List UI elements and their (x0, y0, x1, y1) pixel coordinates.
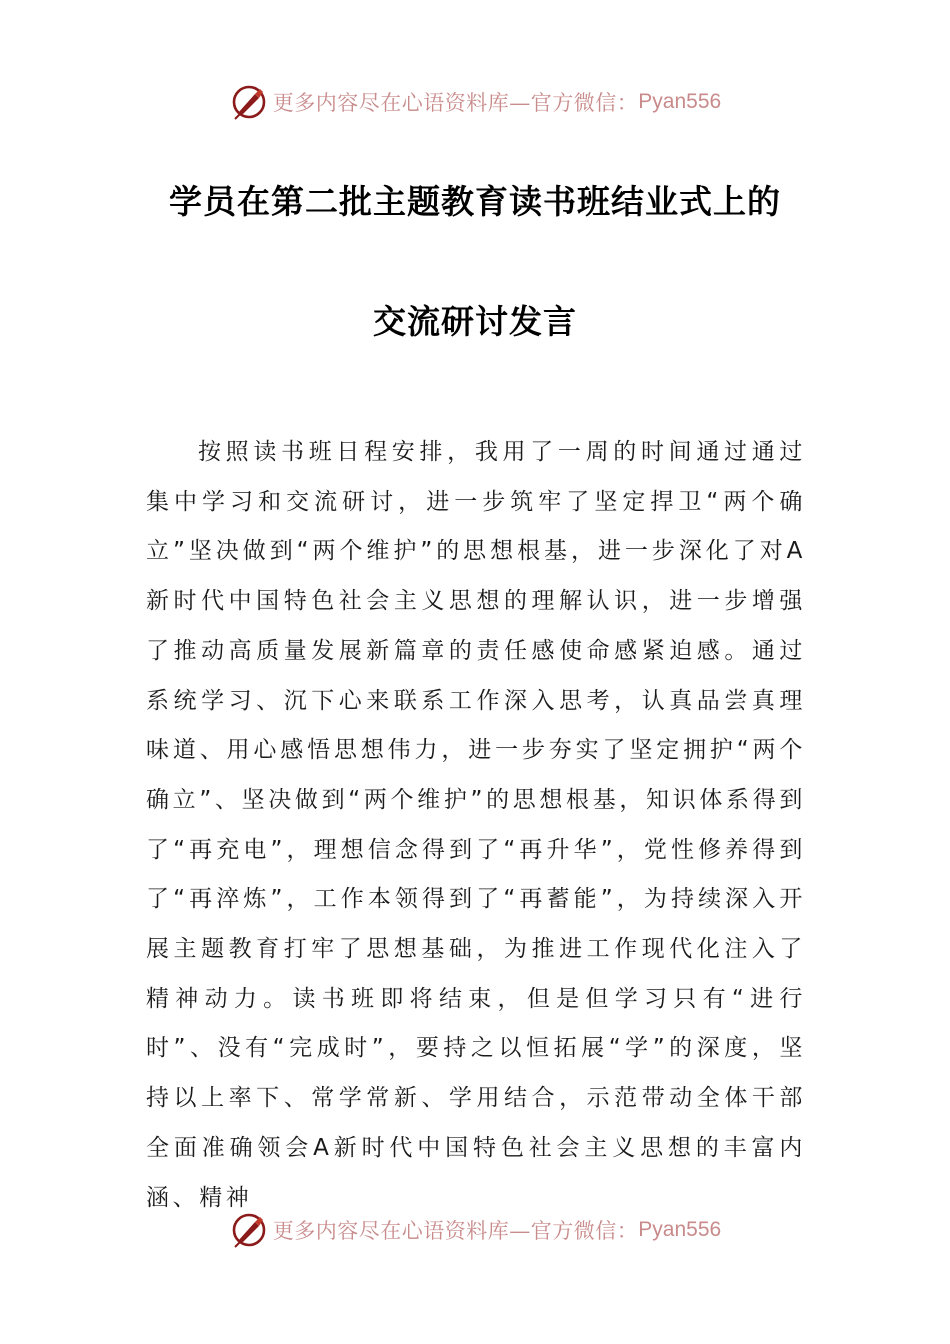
document-title-line-1: 学员在第二批主题教育读书班结业式上的 (169, 182, 781, 221)
footer-watermark (0, 1208, 950, 1252)
watermark-handle: Pyan556 (638, 90, 722, 113)
document-title-line-2: 交流研讨发言 (373, 302, 577, 341)
header-watermark (0, 80, 950, 124)
watermark-text: 更多内容尽在心语资料库—官方微信： (272, 91, 639, 115)
body-paragraph: 按照读书班日程安排，我用了一周的时间通过通过集中学习和交流研讨，进一步筑牢了坚定捍卫“两个确立”坚决做到“两个维护”的思想根基，进一步深化了对A新时代中国特色社会主义思想的理解认识，进一步增强了推动高质量发展新篇章的责任感使命感紧迫感。通过系统学习、沉下心来联系工作深入思考，认真品尝真理味道、用心感悟思想伟力，进一步夯实了坚定拥护“两个确立”、坚决做到“两个维护”的思想根基，知识体系得到了“再充电”，理想信念得到了“再升华”，党性修养得到了“再淬炼”，工作本领得到了“再蓄能”，为持续深入开展主题教育打牢了思想基础，为推进工作现代化注入了精神动力。读书班即将结束，但是但学习只有“进行时”、没有“完成时”，要持之以恒拓展“学”的深度，坚持以上率下、常学常新、学用结合，示范带动全体干部全面准确领会A新时代中国特色社会主义思想的丰富内涵、精神 (146, 439, 806, 1211)
pen-nib-logo-icon (229, 82, 269, 122)
watermark-handle: Pyan556 (638, 1218, 722, 1241)
pen-nib-logo-icon (229, 1210, 269, 1250)
watermark-text: 更多内容尽在心语资料库—官方微信： (272, 1219, 639, 1243)
